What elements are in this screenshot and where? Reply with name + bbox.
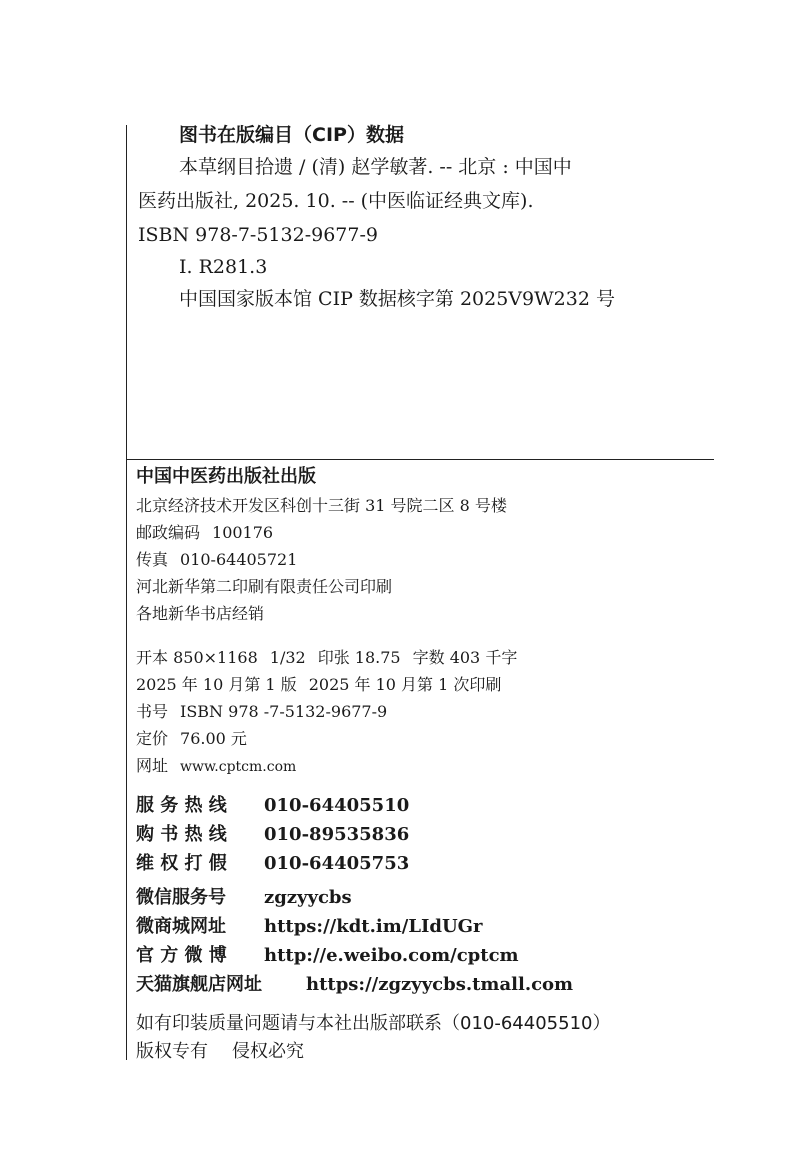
purchase-hotline-label: 购 书 热 线	[136, 824, 227, 845]
website-label: 网址	[136, 756, 169, 775]
fax-value: 010-64405721	[180, 550, 298, 569]
service-hotline	[136, 795, 410, 816]
book-number-label: 书号	[136, 702, 169, 721]
quality-notice: 如有印装质量问题请与本社出版部联系（010-64405510）	[136, 1013, 611, 1034]
tmall-link[interactable]: https://zgzyycbs.tmall.com	[306, 974, 574, 995]
wechat-id: zgzyycbs	[264, 887, 352, 908]
distributor: 各地新华书店经销	[136, 604, 265, 623]
section-divider	[126, 459, 714, 460]
anti-piracy-hotline-number: 010-64405753	[264, 853, 410, 874]
format: 开本 850×1168	[136, 648, 258, 667]
format-line	[136, 650, 517, 666]
weibo-line	[136, 945, 519, 966]
book-number-line	[136, 704, 387, 720]
edition-line	[136, 677, 501, 693]
weibo-label: 官 方 微 博	[136, 945, 227, 966]
fax-label: 传真	[136, 550, 169, 569]
word-count: 字数 403 千字	[412, 648, 518, 667]
postcode-line	[136, 525, 273, 541]
edition: 2025 年 10 月第 1 版	[136, 675, 297, 694]
infringement-notice: 侵权必究	[232, 1041, 304, 1062]
postcode-value: 100176	[212, 523, 274, 542]
cip-line-1: 本草纲目拾遗 / (清) 赵学敏著. -- 北京 : 中国中	[179, 156, 572, 178]
wechat-label: 微信服务号	[136, 887, 226, 908]
rights-line	[136, 1043, 304, 1061]
service-hotline-label: 服 务 热 线	[136, 795, 227, 816]
book-number: ISBN 978 -7-5132-9677-9	[180, 702, 388, 721]
website-link[interactable]: www.cptcm.com	[180, 759, 297, 775]
mall-link[interactable]: https://kdt.im/LIdUGr	[264, 916, 483, 937]
mall-label: 微商城网址	[136, 916, 226, 937]
printer: 河北新华第二印刷有限责任公司印刷	[136, 577, 393, 596]
anti-piracy-hotline	[136, 853, 410, 874]
rights-reserved: 版权专有	[136, 1041, 208, 1062]
tmall-label: 天猫旗舰店网址	[136, 974, 262, 995]
publisher-address: 北京经济技术开发区科创十三街 31 号院二区 8 号楼	[136, 496, 507, 515]
purchase-hotline	[136, 824, 410, 845]
cip-isbn: ISBN 978-7-5132-9677-9	[138, 224, 378, 246]
cip-record: 中国国家版本馆 CIP 数据核字第 2025V9W232 号	[179, 288, 615, 310]
wechat-line	[136, 887, 352, 908]
cip-classification: Ⅰ. R281.3	[179, 256, 268, 278]
publisher-name: 中国中医药出版社出版	[136, 466, 316, 487]
cip-heading: 图书在版编目（CIP）数据	[179, 124, 404, 146]
purchase-hotline-number: 010-89535836	[264, 824, 410, 845]
price-line	[136, 731, 247, 747]
sheets: 印张 18.75	[317, 648, 401, 667]
left-rule	[126, 125, 127, 1060]
price-label: 定价	[136, 729, 169, 748]
postcode-label: 邮政编码	[136, 523, 201, 542]
weibo-link[interactable]: http://e.weibo.com/cptcm	[264, 945, 519, 966]
website-line	[136, 758, 296, 774]
printing: 2025 年 10 月第 1 次印刷	[308, 675, 502, 694]
fax-line	[136, 552, 297, 568]
anti-piracy-hotline-label: 维 权 打 假	[136, 853, 227, 874]
mall-line	[136, 916, 483, 937]
tmall-line	[136, 974, 574, 995]
price: 76.00 元	[180, 729, 247, 748]
trim-size: 1/32	[269, 648, 306, 667]
service-hotline-number: 010-64405510	[264, 795, 410, 816]
cip-line-2: 医药出版社, 2025. 10. -- (中医临证经典文库).	[138, 190, 534, 212]
